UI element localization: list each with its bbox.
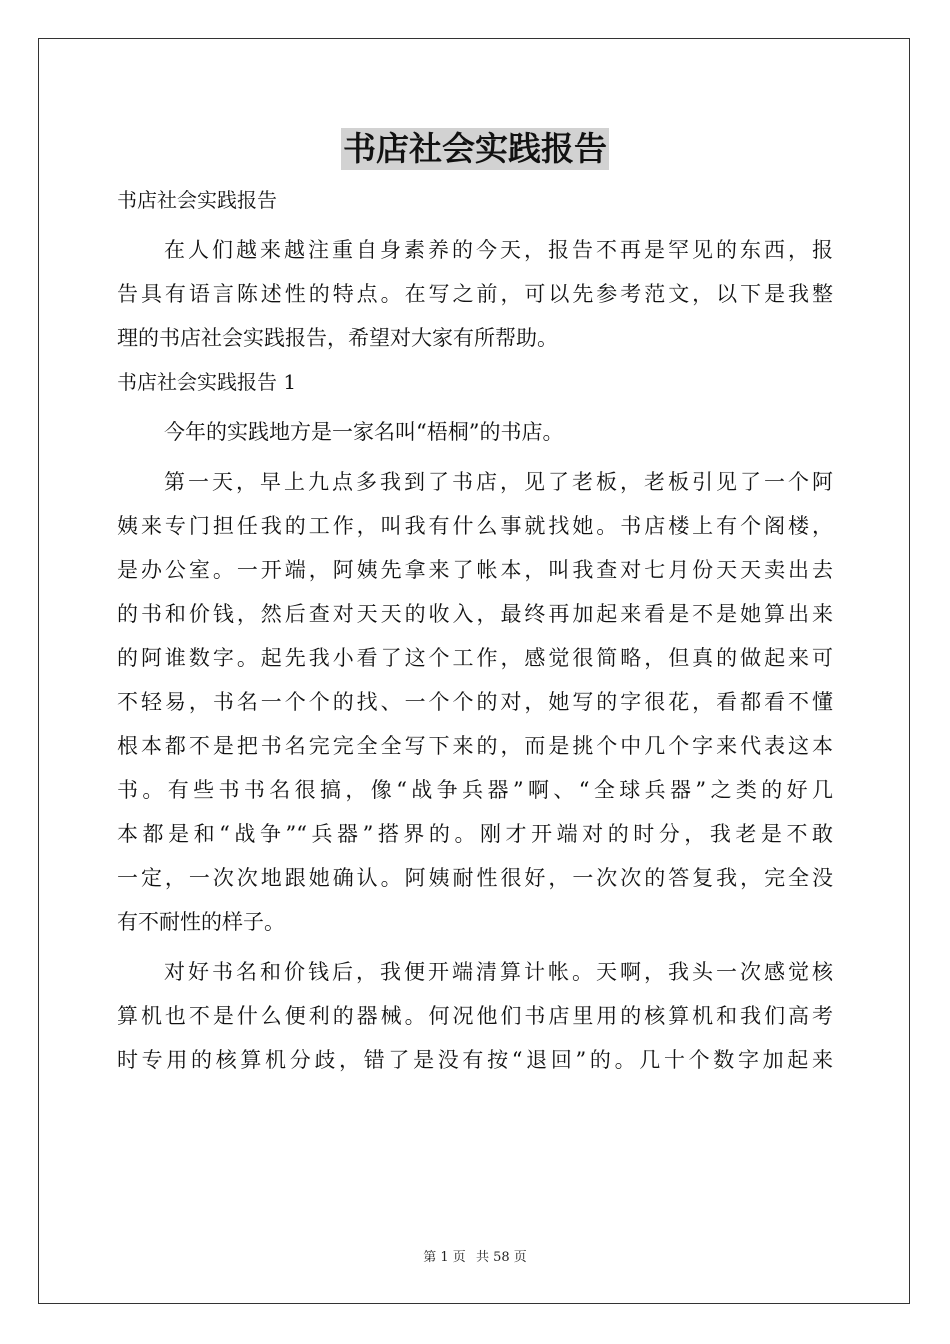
text-line: 算机也不是什么便利的器械。何况他们书店里用的核算机和我们高考 bbox=[117, 1004, 833, 1028]
text-line: 是办公室。一开端，阿姨先拿来了帐本，叫我查对七月份天天卖出去 bbox=[117, 558, 833, 582]
text-line: 对好书名和价钱后，我便开端清算计帐。天啊，我头一次感觉核 bbox=[164, 960, 833, 984]
text-line: 的书和价钱，然后查对天天的收入，最终再加起来看是不是她算出来 bbox=[117, 602, 833, 626]
text-line: 根本都不是把书名完完全全写下来的，而是挑个中几个字来代表这本 bbox=[117, 734, 833, 758]
text-line: 的阿谁数字。起先我小看了这个工作，感觉很简略，但真的做起来可 bbox=[117, 646, 833, 670]
text-line: 理的书店社会实践报告，希望对大家有所帮助。 bbox=[117, 326, 558, 350]
section-heading: 书店社会实践报告 1 bbox=[117, 370, 297, 394]
text-line: 在人们越来越注重自身素养的今天，报告不再是罕见的东西，报 bbox=[164, 238, 833, 262]
title-block bbox=[0, 128, 950, 170]
page-total: 共 58 页 bbox=[475, 1250, 527, 1265]
document-title: 书店社会实践报告 bbox=[343, 129, 607, 168]
intro-paragraph bbox=[117, 228, 833, 360]
text-line: 姨来专门担任我的工作，叫我有什么事就找她。书店楼上有个阁楼， bbox=[117, 514, 833, 538]
paragraph-2 bbox=[117, 460, 833, 944]
text-line: 有不耐性的样子。 bbox=[117, 910, 285, 934]
text-line: 不轻易，书名一个个的找、一个个的对，她写的字很花，看都看不懂 bbox=[117, 690, 833, 714]
text-line: 告具有语言陈述性的特点。在写之前，可以先参考范文，以下是我整 bbox=[117, 282, 833, 306]
document-subtitle: 书店社会实践报告 bbox=[117, 188, 277, 212]
text-line: 第一天，早上九点多我到了书店，见了老板，老板引见了一个阿 bbox=[164, 470, 833, 494]
paragraph-1: 今年的实践地方是一家名叫“梧桐”的书店。 bbox=[164, 420, 564, 444]
text-line: 一定，一次次地跟她确认。阿姨耐性很好，一次次的答复我，完全没 bbox=[117, 866, 833, 890]
text-line: 本都是和“战争”“兵器”搭界的。刚才开端对的时分，我老是不敢 bbox=[117, 822, 833, 846]
text-line: 书。有些书书名很搞，像“战争兵器”啊、“全球兵器”之类的好几 bbox=[117, 778, 833, 802]
page-footer bbox=[0, 1246, 950, 1265]
document-body bbox=[117, 178, 833, 1082]
paragraph-3 bbox=[117, 950, 833, 1082]
text-line: 时专用的核算机分歧，错了是没有按“退回”的。几十个数字加起来 bbox=[117, 1048, 833, 1072]
page-number: 第 1 页 bbox=[423, 1250, 466, 1265]
